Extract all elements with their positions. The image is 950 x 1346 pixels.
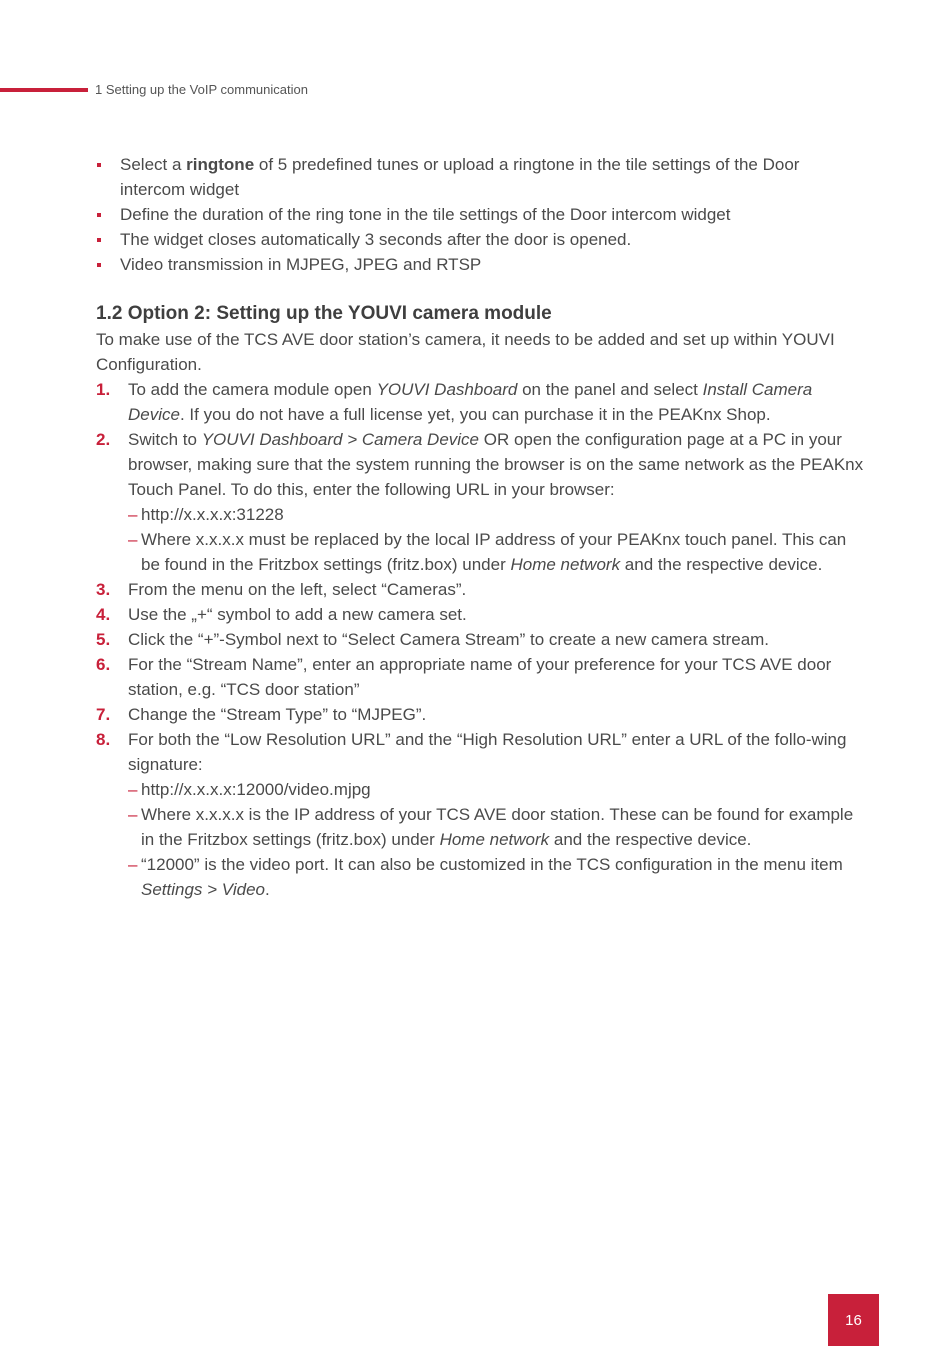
step-item: 8. For both the “Low Resolution URL” and the “High Resolution URL” enter a URL of the follo-wing signature: – http://x.x.x.x:12000/video.mjpg – Where x.x.x.x is the IP address of your TCS AVE door station. These can be found for example in the Fritzbox settings (fritz.box) under Home network and the respective device. – “12000” is the video port. It can also be customized in the TCS configuration in the menu item Settings > Video.	[96, 727, 866, 902]
step-item: 3. From the menu on the left, select “Cameras”.	[96, 577, 866, 602]
running-header: 1 Setting up the VoIP communication	[95, 82, 308, 97]
page-content	[96, 152, 866, 902]
sub-item: – Where x.x.x.x must be replaced by the local IP address of your PEAKnx touch panel. This can be found in the Fritzbox settings (fritz.box) under Home network and the respective device.	[128, 527, 866, 577]
step-item: 6. For the “Stream Name”, enter an appropriate name of your preference for your TCS AVE door station, e.g. “TCS door station”	[96, 652, 866, 702]
step-number: 6.	[96, 655, 111, 674]
sub-item: – “12000” is the video port. It can also be customized in the TCS configuration in the menu item Settings > Video.	[128, 852, 866, 902]
setup-steps	[96, 377, 866, 902]
section-heading: 1.2 Option 2: Setting up the YOUVI camera module	[96, 303, 552, 324]
step-number: 7.	[96, 705, 111, 724]
url-text: http://x.x.x.x:12000/video.mjpg	[141, 780, 371, 799]
header-accent-line	[0, 88, 88, 92]
sub-item	[128, 777, 866, 802]
ringtone-term: ringtone	[186, 155, 255, 174]
section-intro: To make use of the TCS AVE door station’s camera, it needs to be added and set up within YOUVI Configuration.	[96, 330, 835, 374]
step-number: 4.	[96, 605, 111, 624]
sub-item	[128, 502, 866, 527]
step-item: 4. Use the „+“ symbol to add a new camera set.	[96, 602, 866, 627]
url-text: http://x.x.x.x:31228	[141, 505, 284, 524]
feature-list	[96, 152, 866, 277]
list-item: Video transmission in MJPEG, JPEG and RTSP	[96, 252, 866, 277]
list-item: The widget closes automatically 3 seconds after the door is opened.	[96, 227, 866, 252]
step-item: 7. Change the “Stream Type” to “MJPEG”.	[96, 702, 866, 727]
step-item: 2. Switch to YOUVI Dashboard > Camera Device OR open the configuration page at a PC in your browser, making sure that the system running the browser is on the same network as the PEAKnx Touch Panel. To do this, enter the following URL in your browser: – http://x.x.x.x:31228 – Where x.x.x.x must be replaced by the local IP address of your PEAKnx touch panel. This can be found in the Fritzbox settings (fritz.box) under Home network and the respective device.	[96, 427, 866, 577]
page-number: 16	[828, 1294, 879, 1346]
step-number: 8.	[96, 730, 111, 749]
list-item: Select a ringtone of 5 predefined tunes or upload a ringtone in the tile settings of the Door intercom widget	[96, 152, 866, 202]
step-item: 5. Click the “+”-Symbol next to “Select Camera Stream” to create a new camera stream.	[96, 627, 866, 652]
step-item: 1. To add the camera module open YOUVI Dashboard on the panel and select Install Camera Device. If you do not have a full license yet, you can purchase it in the PEAKnx Shop.	[96, 377, 866, 427]
sub-item: – Where x.x.x.x is the IP address of your TCS AVE door station. These can be found for example in the Fritzbox settings (fritz.box) under Home network and the respective device.	[128, 802, 866, 852]
step-number: 3.	[96, 580, 111, 599]
step-number: 1.	[96, 380, 111, 399]
sub-list	[128, 502, 866, 577]
sub-list	[128, 777, 866, 902]
step-number: 5.	[96, 630, 111, 649]
list-item: Define the duration of the ring tone in the tile settings of the Door intercom widget	[96, 202, 866, 227]
step-number: 2.	[96, 430, 111, 449]
